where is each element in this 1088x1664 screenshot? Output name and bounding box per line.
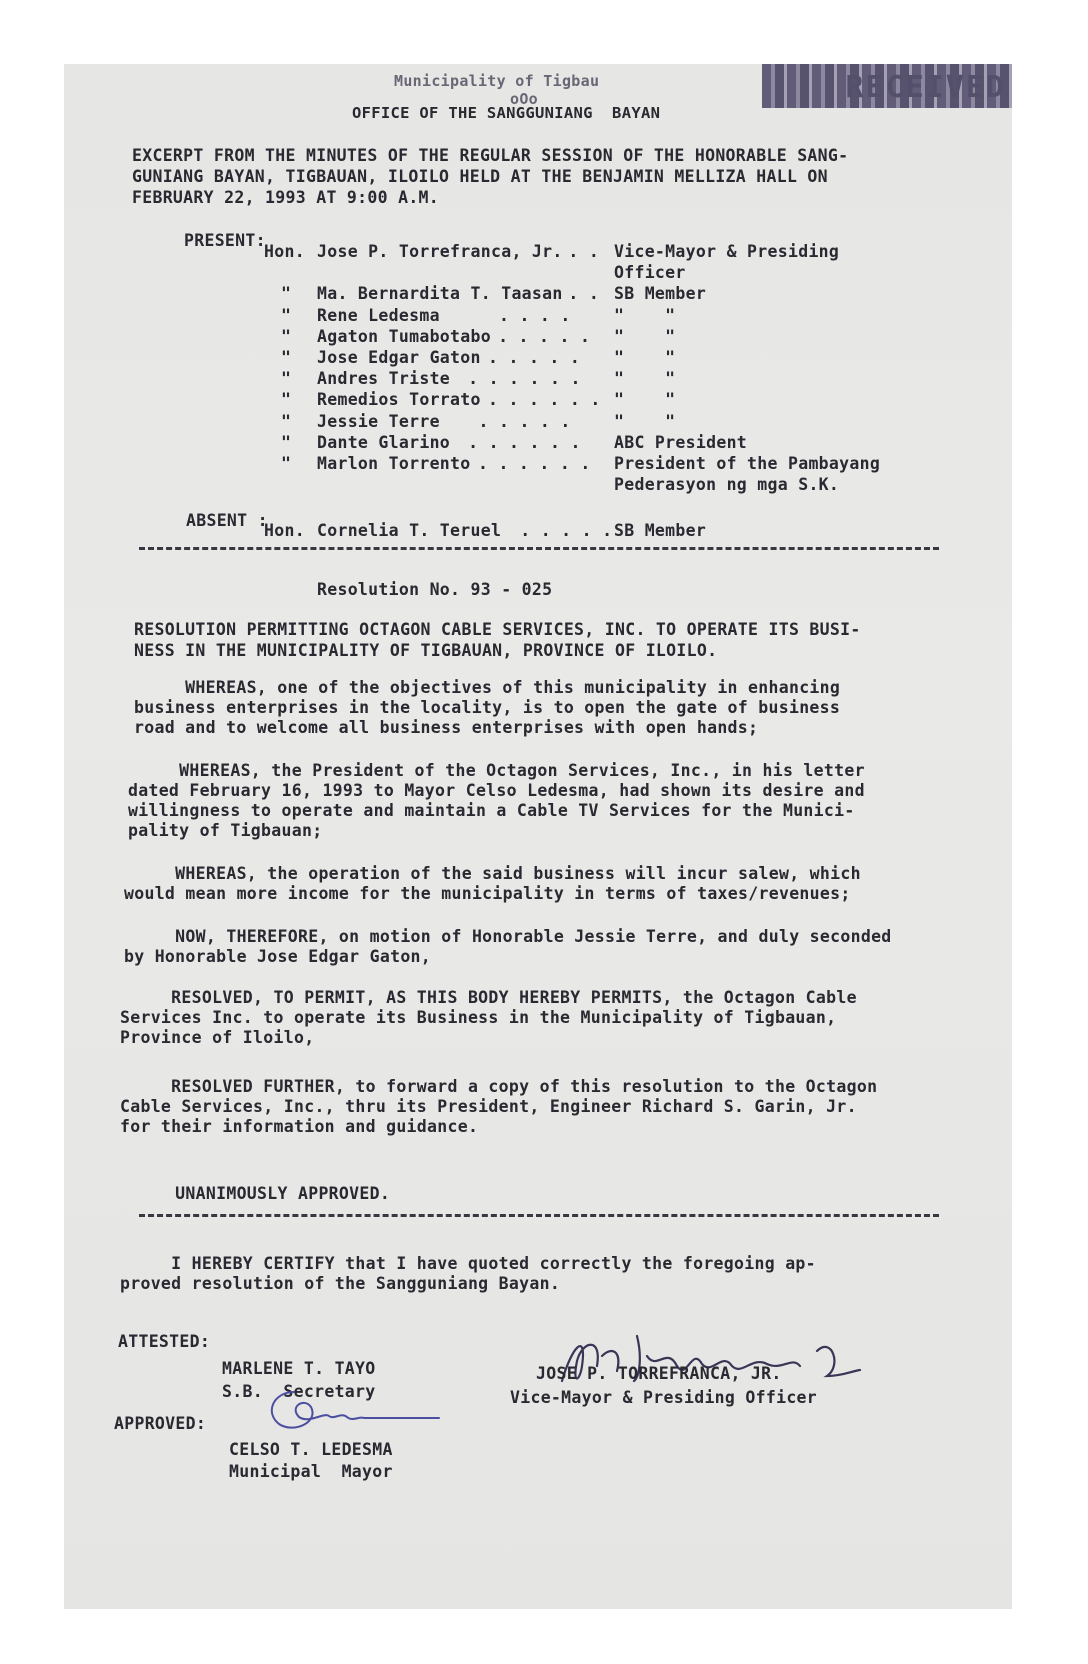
member-role: President of the Pambayang: [614, 454, 881, 473]
resolution-paragraph-line: RESOLVED, TO PERMIT, AS THIS BODY HEREBY PERMITS, the Octagon Cable: [120, 988, 857, 1007]
member-leader: . . . . . .: [467, 454, 591, 473]
member-prefix: ": [281, 305, 292, 325]
resolution-paragraph-line: WHEREAS, one of the objectives of this municipality in enhancing: [134, 678, 841, 697]
resolution-title-1: RESOLUTION PERMITTING OCTAGON CABLE SERVICES, INC. TO OPERATE ITS BUSI-: [134, 620, 861, 639]
absent-leader: . . . . .: [510, 521, 613, 540]
resolution-number: Resolution No. 93 - 025: [317, 580, 553, 599]
member-leader: . . . . . .: [447, 432, 581, 452]
office-title: OFFICE OF THE SANGGUNIANG BAYAN: [352, 104, 661, 122]
member-role: " ": [614, 390, 676, 410]
received-stamp-text: RECEIVED: [845, 70, 1006, 105]
member-leader: . .: [558, 284, 600, 304]
member-role: " ": [614, 305, 676, 325]
member-leader: . . . .: [437, 305, 571, 325]
mayor-name: CELSO T. LEDESMA: [229, 1440, 393, 1459]
resolution-paragraph-line: willingness to operate and maintain a Cable TV Services for the Munici-: [128, 801, 855, 820]
resolution-paragraph-line: RESOLVED FURTHER, to forward a copy of this resolution to the Octagon: [120, 1077, 878, 1096]
vice-mayor-name: JOSE P. TORREFRANCA, JR.: [536, 1364, 782, 1383]
resolution-paragraph-line: WHEREAS, the President of the Octagon Services, Inc., in his letter: [128, 761, 865, 780]
separator-2: [139, 1214, 939, 1217]
member-role: ABC President: [614, 432, 748, 452]
resolution-paragraph-line: business enterprises in the locality, is to open the gate of business: [134, 698, 841, 717]
member-name: Agaton Tumabotabo: [317, 326, 491, 346]
absent-name: Cornelia T. Teruel: [317, 521, 502, 540]
member-name: Rene Ledesma: [317, 305, 440, 325]
member-name: Jessie Terre: [317, 411, 440, 431]
resolution-title-2: NESS IN THE MUNICIPALITY OF TIGBAUAN, PROVINCE OF ILOILO.: [134, 641, 718, 660]
member-name: Andres Triste: [317, 369, 451, 389]
intro-line-1: EXCERPT FROM THE MINUTES OF THE REGULAR SESSION OF THE HONORABLE SANG-: [132, 146, 849, 165]
member-name: Jose P. Torrefranca, Jr.: [317, 242, 563, 261]
absent-prefix: Hon.: [264, 521, 305, 540]
member-name: Ma. Bernardita T. Taasan: [317, 284, 563, 304]
member-name: Jose Edgar Gaton: [317, 348, 481, 367]
member-prefix: ": [281, 432, 292, 452]
member-name: Remedios Torrato: [317, 390, 481, 410]
approved-label: APPROVED:: [114, 1414, 207, 1433]
header-municipality: Municipality of Tigbau: [394, 72, 600, 90]
header-ornament: oOo: [510, 90, 538, 108]
member-prefix: ": [281, 348, 292, 367]
resolution-paragraph-line: Services Inc. to operate its Business in the Municipality of Tigbauan,: [120, 1008, 837, 1027]
received-stamp: [762, 64, 1012, 108]
resolution-paragraph-line: WHEREAS, the operation of the said business will incur salew, which: [124, 864, 861, 883]
resolution-paragraph-line: NOW, THEREFORE, on motion of Honorable Jessie Terre, and duly seconded: [124, 927, 892, 946]
attested-label: ATTESTED:: [118, 1332, 211, 1351]
member-role: " ": [614, 411, 676, 431]
member-role: " ": [614, 369, 676, 389]
resolution-paragraph-line: dated February 16, 1993 to Mayor Celso Ledesma, had shown its desire and: [128, 781, 865, 800]
member-leader: . . . . .: [487, 326, 591, 346]
resolution-paragraph-line: pality of Tigbauan;: [128, 821, 323, 840]
member-prefix: Hon.: [264, 242, 305, 261]
intro-line-3: FEBRUARY 22, 1993 AT 9:00 A.M.: [132, 188, 440, 207]
resolution-paragraph-line: Cable Services, Inc., thru its President, Engineer Richard S. Garin, Jr.: [120, 1097, 857, 1116]
unanimously-approved: UNANIMOUSLY APPROVED.: [124, 1184, 391, 1203]
document-page: [64, 64, 1012, 1609]
secretary-title: S.B. Secretary: [222, 1382, 376, 1401]
present-label: PRESENT:: [184, 231, 266, 250]
member-name: Dante Glarino: [317, 432, 451, 452]
certify-line-1: I HEREBY CERTIFY that I have quoted correctly the foregoing ap-: [120, 1254, 816, 1273]
member-role-continued: Pederasyon ng mga S.K.: [614, 475, 840, 495]
member-role-continued: Officer: [614, 263, 686, 283]
resolution-paragraph-line: Province of Iloilo,: [120, 1028, 315, 1047]
separator-1: [139, 547, 939, 550]
member-prefix: ": [281, 326, 292, 346]
mayor-signature: [249, 1372, 449, 1442]
absent-label: ABSENT :: [186, 511, 268, 530]
intro-line-2: GUNIANG BAYAN, TIGBAUAN, ILOILO HELD AT THE BENJAMIN MELLIZA HALL ON: [132, 167, 828, 186]
certify-line-2: proved resolution of the Sangguniang Bayan.: [120, 1274, 561, 1293]
member-name: Marlon Torrento: [317, 454, 471, 473]
member-prefix: ": [281, 411, 292, 431]
member-prefix: ": [281, 390, 292, 410]
member-leader: . .: [558, 242, 600, 261]
member-prefix: ": [281, 454, 292, 473]
absent-role: SB Member: [614, 521, 707, 540]
member-leader: . . . . . .: [477, 390, 601, 410]
vice-mayor-signature: [542, 1326, 882, 1396]
resolution-paragraph-line: for their information and guidance.: [120, 1117, 479, 1136]
secretary-name: MARLENE T. TAYO: [222, 1359, 376, 1378]
member-role: " ": [614, 326, 676, 346]
member-leader: . . . . . .: [447, 369, 581, 389]
resolution-paragraph-line: would mean more income for the municipality in terms of taxes/revenues;: [124, 884, 851, 903]
vice-mayor-title: Vice-Mayor & Presiding Officer: [510, 1388, 818, 1407]
member-prefix: ": [281, 284, 292, 304]
member-role: SB Member: [614, 284, 707, 304]
resolution-paragraph-line: road and to welcome all business enterprises with open hands;: [134, 718, 759, 737]
member-role: Vice-Mayor & Presiding: [614, 242, 840, 261]
resolution-paragraph-line: by Honorable Jose Edgar Gaton,: [124, 947, 432, 966]
member-leader: . . . . .: [477, 348, 581, 367]
member-role: " ": [614, 348, 676, 367]
member-leader: . . . . .: [437, 411, 571, 431]
member-prefix: ": [281, 369, 292, 389]
mayor-title: Municipal Mayor: [229, 1462, 393, 1481]
